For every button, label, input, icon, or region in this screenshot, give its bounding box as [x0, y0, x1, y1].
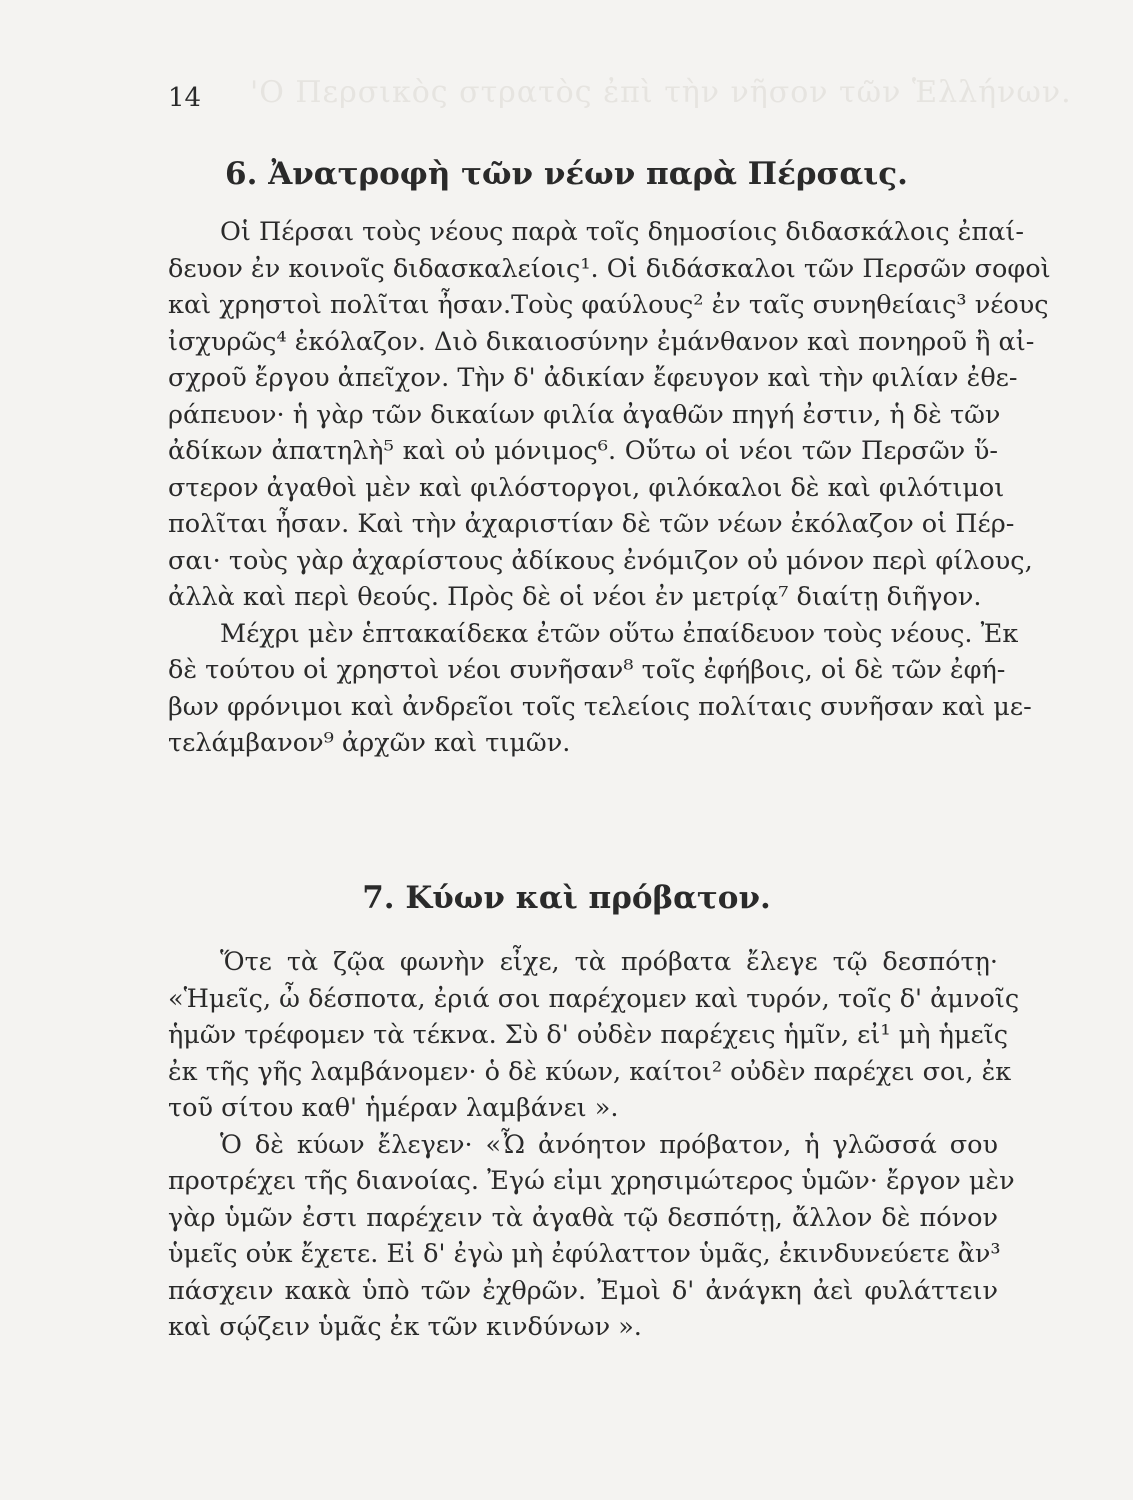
text-line: γὰρ ὑμῶν ἐστι παρέχειν τὰ ἀγαθὰ τῷ δεσπότῃ, ἄλλον δὲ πόνον — [168, 1202, 998, 1233]
page-number: 14 — [168, 83, 202, 113]
section-7-body — [168, 944, 1020, 1346]
text-line: βων φρόνιμοι καὶ ἀνδρεῖοι τοῖς τελείοις πολίταις συνῆσαν καὶ με- — [168, 691, 1032, 722]
section-7-title: 7. Κύων καὶ πρόβατον. — [362, 880, 771, 916]
text-line: σχροῦ ἔργου ἀπεῖχον. Τὴν δ' ἀδικίαν ἔφευγον καὶ τὴν φιλίαν ἐθε- — [168, 363, 1018, 393]
text-line: προτρέχει τῆς διανοίας. Ἐγώ εἰμι χρησιμώτερος ὑμῶν· ἔργον μὲν — [168, 1166, 1015, 1196]
text-line: καὶ χρηστοὶ πολῖται ἦσαν.Τοὺς φαύλους² ἐν ταῖς συνηθείαις³ νέους — [168, 290, 1049, 320]
text-line: δευον ἐν κοινοῖς διδασκαλείοις¹. Οἱ διδάσκαλοι τῶν Περσῶν σοφοὶ — [168, 253, 1051, 284]
text-line: σαι· τοὺς γὰρ ἀχαρίστους ἀδίκους ἐνόμιζον οὐ μόνον περὶ φίλους, — [168, 545, 1033, 576]
text-line: «Ἡμεῖς, ὦ δέσποτα, ἐριά σοι παρέχομεν καὶ τυρόν, τοῖς δ' ἀμνοῖς — [168, 983, 1020, 1014]
text-line: ράπευον· ἡ γὰρ τῶν δικαίων φιλία ἀγαθῶν πηγή ἐστιν, ἡ δὲ τῶν — [168, 399, 1001, 430]
text-line: καὶ σῴζειν ὑμᾶς ἐκ τῶν κινδύνων ». — [168, 1312, 642, 1342]
text-line: Ὅτε τὰ ζῷα φωνὴν εἶχε, τὰ πρόβατα ἔλεγε τῷ δεσπότῃ· — [220, 947, 998, 977]
text-line: ἡμῶν τρέφομεν τὰ τέκνα. Σὺ δ' οὐδὲν παρέχεις ἡμῖν, εἰ¹ μὴ ἡμεῖς — [168, 1020, 1009, 1050]
text-line: δὲ τούτου οἱ χρηστοὶ νέοι συνῆσαν⁸ τοῖς ἐφήβοις, οἱ δὲ τῶν ἐφή- — [168, 655, 1006, 685]
section-6-title: 6. Ἀνατροφὴ τῶν νέων παρὰ Πέρσαις. — [225, 156, 908, 192]
text-line: πολῖται ἦσαν. Καὶ τὴν ἀχαριστίαν δὲ τῶν νέων ἐκόλαζον οἱ Πέρ- — [168, 509, 1015, 539]
text-line: ὑμεῖς οὐκ ἔχετε. Εἰ δ' ἐγὼ μὴ ἐφύλαττον ὑμᾶς, ἐκινδυνεύετε ἂν³ — [168, 1239, 1001, 1269]
section-6-body — [168, 214, 1051, 762]
show-through-text: 'Ο Περσικὸς στρατὸς ἐπὶ τὴν νῆσον τῶν Ἑλλήνων. — [250, 75, 1072, 110]
text-line: ἐκ τῆς γῆς λαμβάνομεν· ὁ δὲ κύων, καίτοι² οὐδὲν παρέχει σοι, ἐκ — [168, 1056, 1012, 1087]
text-line: ἀδίκων ἀπατηλὴ⁵ καὶ οὐ μόνιμος⁶. Οὕτω οἱ νέοι τῶν Περσῶν ὕ- — [168, 436, 998, 466]
text-line: τοῦ σίτου καθ' ἡμέραν λαμβάνει ». — [168, 1093, 619, 1123]
text-line: Ὁ δὲ κύων ἔλεγεν· «Ὦ ἀνόητον πρόβατον, ἡ γλῶσσά σου — [220, 1129, 998, 1160]
text-line: στερον ἀγαθοὶ μὲν καὶ φιλόστοργοι, φιλόκαλοι δὲ καὶ φιλότιμοι — [168, 472, 1005, 503]
text-line: πάσχειν κακὰ ὑπὸ τῶν ἐχθρῶν. Ἐμοὶ δ' ἀνάγκη ἀεὶ φυλάττειν — [168, 1275, 998, 1306]
text-line: τελάμβανον⁹ ἀρχῶν καὶ τιμῶν. — [168, 728, 571, 758]
text-line: Οἱ Πέρσαι τοὺς νέους παρὰ τοῖς δημοσίοις διδασκάλοις ἐπαί- — [220, 217, 1024, 247]
text-line: ἀλλὰ καὶ περὶ θεούς. Πρὸς δὲ οἱ νέοι ἐν μετρίᾳ⁷ διαίτῃ διῆγον. — [168, 582, 982, 612]
text-line: Μέχρι μὲν ἑπτακαίδεκα ἐτῶν οὕτω ἐπαίδευον τοὺς νέους. Ἐκ — [220, 618, 1019, 649]
text-line: ἰσχυρῶς⁴ ἐκόλαζον. Διὸ δικαιοσύνην ἐμάνθανον καὶ πονηροῦ ἢ αἰ- — [168, 326, 1035, 357]
